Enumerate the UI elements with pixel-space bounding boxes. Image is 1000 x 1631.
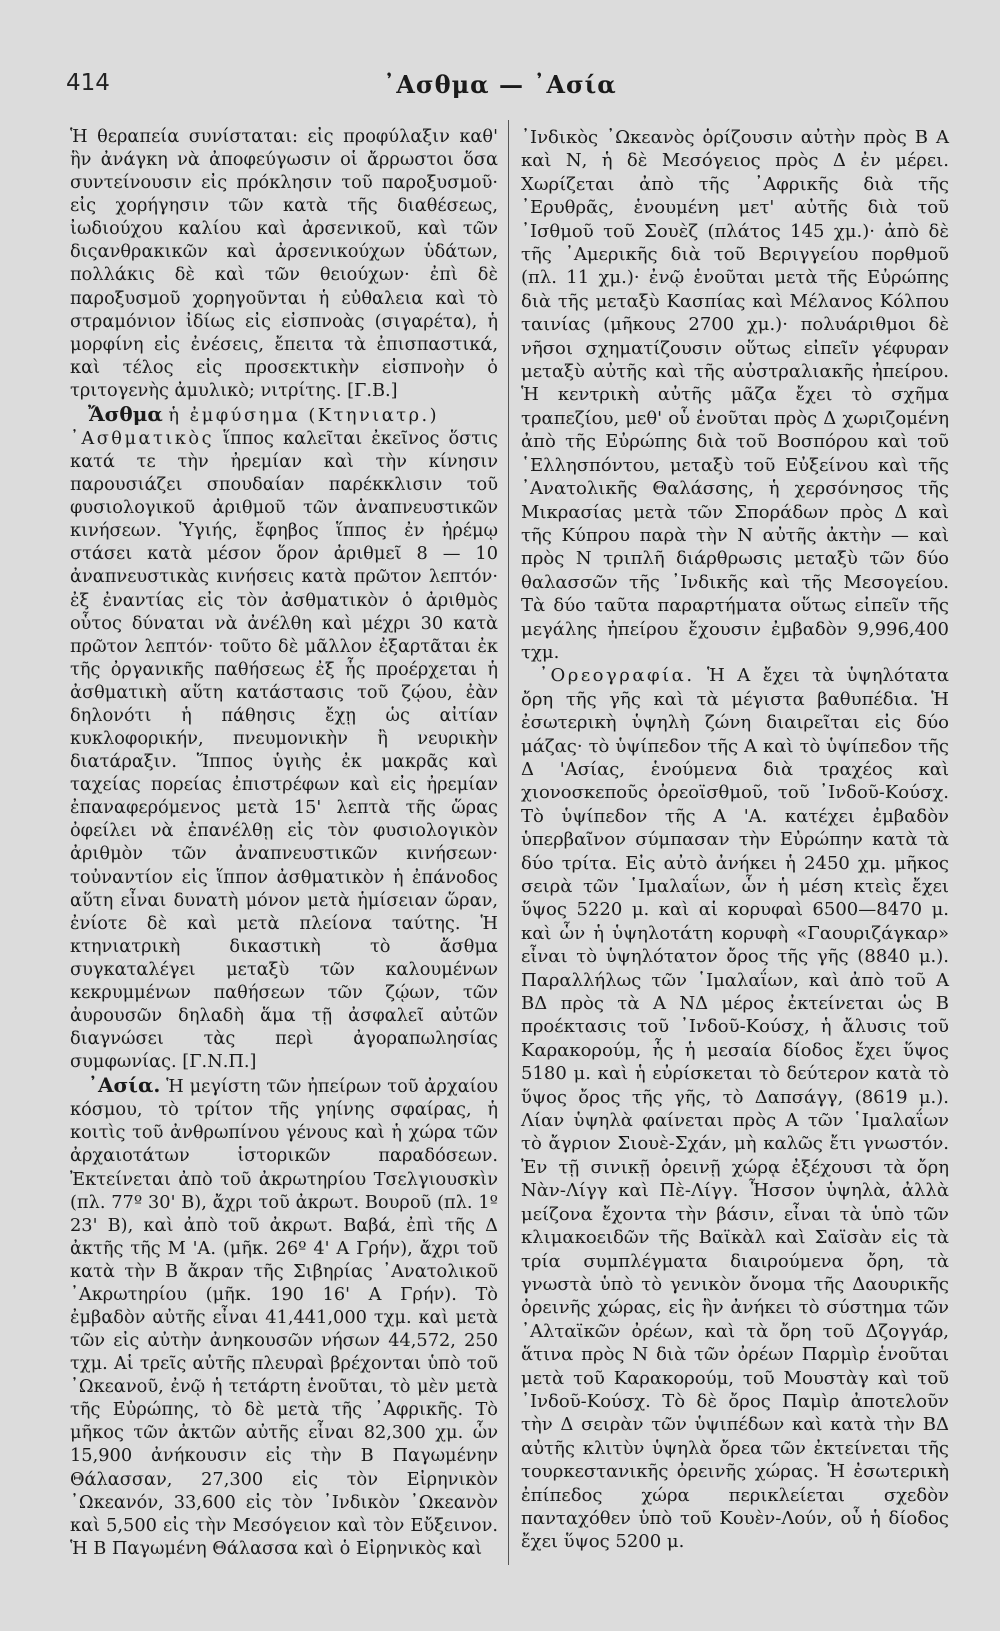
right-column — [521, 126, 949, 1554]
section-orography — [521, 664, 949, 1553]
entry-word: Ἄσθμα — [88, 401, 163, 426]
left-column — [70, 126, 498, 1561]
paragraph: ᾿Ινδικὸς ᾿Ωκεανὸς ὁρίζουσιν αὐτὴν πρὸς Β Α καὶ Ν, ἡ δὲ Μεσόγειος πρὸς Δ ἐν μέρει. Χωρίζεται ἀπὸ τῆς ᾿Αφρικῆς διὰ τῆς ᾿Ερυθρᾶς, ἑνουμένη μετ' αὐτῆς διὰ τοῦ ᾿Ισθμοῦ τοῦ Σουὲζ (πλάτος 145 χμ.)· ἀπὸ δὲ τῆς ᾿Αμερικῆς διὰ τοῦ Βεριγγείου πορθμοῦ (πλ. 11 χμ.)· ἐνῷ ἑνοῦται μετὰ τῆς Εὐρώπης διὰ τῆς μεταξὺ Κασπίας καὶ Μέλανος Κόλπου ταινίας (μῆκους 2700 χμ.)· πολυάριθμοι δὲ νῆσοι σχηματίζουσιν οὕτως εἰπεῖν γέφυραν μεταξὺ αὐτῆς καὶ τῆς αὐστραλιακῆς ἠπείρου. Ἡ κεντρικὴ αὐτῆς μᾶζα ἔχει τὸ σχῆμα τραπεζίου, μεθ' οὗ ἑνοῦται πρὸς Δ χωριζομένη ἀπὸ τῆς Εὐρώπης διὰ τοῦ Βοσπόρου καὶ τοῦ ῾Ελλησπόντου, μεταξὺ τοῦ Εὐξείνου καὶ τῆς ᾿Ανατολικῆς Θαλάσσης, ἡ χερσόνησος τῆς Μικρασίας μετὰ τῶν Σποράδων πρὸς Δ καὶ τῆς Κύπρου παρὰ τὴν Ν αὐτῆς ἀκτὴν — καὶ πρὸς Ν τριπλῆ διάρθρωσις μεταξὺ τῶν δύο θαλασσῶν τῆς ᾿Ινδικῆς καὶ τῆς Μεσογείου. Τὰ δύο ταῦτα παραρτήματα οὕτως εἰπεῖν τῆς μεγάλης ἠπείρου ἔχουσιν ἐμβαδὸν 9,996,400 τχμ. — [521, 127, 949, 663]
entry-asthma-vet — [70, 403, 498, 428]
entry-word: ᾿Ασία. — [88, 1073, 161, 1098]
page-header — [0, 70, 1000, 110]
paragraph: Ἡ θεραπεία συνίσταται: εἰς προφύλαξιν καθ' ἣν ἀνάγκη νὰ ἀποφεύγωσιν οἱ ἄρρωστοι ὅσα συντείνουσιν εἰς πρόκλησιν τοῦ παροξυσμοῦ· εἰς χορήγησιν τῶν κατὰ τῆς διαθέσεως, ἰωδιούχου καλίου καὶ ἀρσενικοῦ, καὶ τῶν διςανθρακικῶν καὶ ἀρσενικούχων ὑδάτων, πολλάκις δὲ καὶ τῶν θειούχων· ἐπὶ δὲ παροξυσμοῦ χορηγοῦνται ἡ εὐθαλεια καὶ τὸ στραμόνιον ἰδίως εἰς εἰσπνοὰς (σιγαρέτα), ἡ μορφίνη εἰς ἐνέσεις, ἔπειτα τὰ ἐπισπαστικά, καὶ τέλος εἰς προσεκτικὴν εἰσπνοὴν ὁ τριτογενὴς ἀμυλικὸ; νιτρίτης. [Γ.Β.] — [70, 127, 498, 401]
entry-text: ἵππος καλεῖται ἐκεῖνος ὅστις κατά τε τὴν ἠρεμίαν καὶ τὴν κίνησιν παρουσιάζει σπουδαίαν παρέκκλισιν τοῦ φυσιολογικοῦ ἀριθμοῦ τῶν ἀναπνευστικῶν κινήσεων. Ὑγιής, ἔφηβος ἵππος ἐν ἠρέμῳ στάσει κατὰ μέσον ὅρον ἀριθμεῖ 8 — 10 ἀναπνευστικὰς κινήσεις κατὰ πρῶτον λεπτόν· ἐξ ἐναντίας εἰς τὸν ἀσθματικὸν ὁ ἀριθμὸς οὗτος δύναται νὰ ἀνέλθη καὶ μέχρι 30 κατὰ πρῶτον λεπτόν· τοῦτο δὲ μᾶλλον ἐξαρτᾶται ἐκ τῆς ὀργανικῆς παθήσεως ἐξ ἧς προέρχεται ἡ ἀσθματικὴ αὕτη κατάστασις τοῦ ζῴου, ἐὰν δηλονότι ἡ πάθησις ἔχῃ ὡς αἰτίαν κυκλοφορικήν, πνευμονικὴν ἢ νευρικὴν διατάραξιν. Ἵππος ὑγιὴς ἐκ μακρᾶς καὶ ταχείας πορείας ἐπιστρέφων καὶ εἰς ἠρεμίαν ἐπαναφερόμενος μετὰ 15' λεπτὰ τῆς ὥρας ὀφείλει νὰ ἐπανέλθῃ εἰς τὸν φυσιολογικὸν ἀριθμὸν τῶν ἀναπνευστικῶν κινήσεων· τοὐναντίον εἰς ἵππον ἀσθματικὸν ἡ ἐπάνοδος αὕτη εἶναι δυνατὴ μόνον μετὰ ἡμίσειαν ὥραν, ἐνίοτε δὲ καὶ μετὰ πλείονα ταύτης. Ἡ κτηνιατρικὴ δικαστικὴ τὸ ἄσθμα συγκαταλέγει μεταξὺ τῶν καλουμένων κεκρυμμένων παθήσεων τῶν ζῴων, τῶν ἀυρουσῶν δηλαδὴ ἅμα τῇ ἀσφαλεῖ αὐτῶν διαγνώσει τὰς περὶ ἀγοραπωλησίας συμφωνίας. [Γ.Ν.Π.] — [70, 429, 498, 1073]
section-term: ᾿Ορεογραφία. — [539, 665, 695, 687]
column-divider — [508, 120, 509, 1565]
entry-text: Ἡ μεγίστη τῶν ἠπείρων τοῦ ἀρχαίου κόσμου, τὸ τρίτον τῆς γηίνης σφαίρας, ἡ κοιτὶς τοῦ ἀνθρωπίνου γένους καὶ ἡ χώρα τῶν ἀρχαιοτάτων ἱστορικῶν παραδόσεων. Ἐκτείνεται ἀπὸ τοῦ ἀκρωτηρίου Τσελγιουσκὶν (πλ. 77º 30' Β), ἄχρι τοῦ ἀκρωτ. Βουροῦ (πλ. 1º 23' Β), καὶ ἀπὸ τοῦ ἀκρωτ. Βαβά, ἐπὶ τῆς Δ ἀκτῆς τῆς Μ 'Α. (μῆκ. 26º 4' Α Γρήν), ἄχρι τοῦ κατὰ τὴν Β ἄκραν τῆς Σιβηρίας ᾿Ανατολικοῦ ᾿Ακρωτηρίου (μῆκ. 190 16' Α Γρήν). Τὸ ἐμβαδὸν αὐτῆς εἶναι 41,441,000 τχμ. καὶ μετὰ τῶν εἰς αὐτὴν ἀνηκουσῶν νήσων 44,572, 250 τχμ. Αἱ τρεῖς αὐτῆς πλευραὶ βρέχονται ὑπὸ τοῦ ᾿Ωκεανοῦ, ἐνῷ ἡ τετάρτη ἑνοῦται, τὸ μὲν μετὰ τῆς Εὐρώπης, τὸ δὲ μετὰ τῆς ᾿Αφρικῆς. Τὸ μῆκος τῶν ἀκτῶν αὐτῆς εἶναι 82,300 χμ. ὧν 15,900 ἀνήκουσιν εἰς τὴν Β Παγωμένην Θάλασσαν, 27,300 εἰς τὸν Εἰρηνικὸν ᾿Ωκεανόν, 33,600 εἰς τὸν ᾿Ινδικὸν ᾿Ωκεανὸν καὶ 5,500 εἰς τὴν Μεσόγειον καὶ τὸν Εὔξεινον. Ἡ Β Παγωμένη Θάλασσα καὶ ὁ Εἰρηνικὸς καὶ — [70, 1077, 498, 1559]
page-number: 414 — [66, 70, 110, 96]
paragraph — [70, 428, 498, 1074]
entry-subtitle: ἡ ἐμφύσημα (Κτηνιατρ.) — [168, 405, 440, 426]
entry-term: ᾿Ασθματικὸς — [70, 429, 215, 450]
entry-asia — [70, 1074, 498, 1561]
section-text: Ἡ Α ἔχει τὰ ὑψηλότατα ὄρη τῆς γῆς καὶ τὰ μέγιστα βαθυπέδια. Ἡ ἐσωτερικὴ ὑψηλὴ ζώνη διαιρεῖται εἰς δύο μάζας· τὸ ὑψίπεδον τῆς Α καὶ τὸ ὑψίπεδον τῆς Δ 'Ασίας, ἑνούμενα διὰ τραχέος καὶ χιονοσκεποῦς ὀρεοϊσθμοῦ, τοῦ ᾿Ινδοῦ-Κούσχ. Τὸ ὑψίπεδον τῆς Α 'Α. κατέχει ἐμβαδὸν ὑπερβαῖνον σύμπασαν τὴν Εὐρώπην κατὰ τὰ δύο τρίτα. Εἰς αὐτὸ ἀνήκει ἡ 2450 χμ. μῆκος σειρὰ τῶν ῾Ιμαλαΐων, ὧν ἡ μέση κτεὶς ἔχει ὕψος 5220 μ. καὶ αἱ κορυφαὶ 6500—8470 μ. καὶ ὧν ἡ ὑψηλοτάτη κορυφὴ «Γαουριζάγκαρ» εἶναι τὸ ὑψηλότατον ὄρος τῆς γῆς (8840 μ.). Παραλλήλως τῶν ῾Ιμαλαΐων, καὶ ἀπὸ τοῦ Α ΒΔ πρὸς τὰ Α ΝΔ μέρος ἐκτείνεται ὡς Β προέκτασις τοῦ ᾿Ινδοῦ-Κούσχ, ἡ ἄλυσις τοῦ Καρακορούμ, ἧς ἡ μεσαία δίοδος ἔχει ὕψος 5180 μ. καὶ ἡ εὐρίσκεται τὸ δεύτερον κατὰ τὸ ὕψος ὄρος τῆς γῆς, τὸ Δαπσάγγ, (8619 μ.). Λίαν ὑψηλὰ φαίνεται πρὸς Α τῶν ῾Ιμαλαΐων τὸ ἄγριον Σιουὲ-Σχάν, μὴ καλῶς ἔτι γνωστόν. Ἐν τῇ σινικῇ ὀρεινῇ χώρᾳ ἐξέχουσι τὰ ὄρη Νὰν-Λίγγ καὶ Πὲ-Λίγγ. Ἧσσον ὑψηλὰ, ἀλλὰ μείζονα ἔχοντα τὴν βάσιν, εἶναι τὰ ὑπὸ τῶν κλιμακοειδῶν τῆς Βαϊκὰλ καὶ Σαϊσὰν εἰς τὰ τρία συμπλέγματα διαιρούμενα ὄρη, τὰ γνωστὰ ὑπὸ τὸ γενικὸν ὄνομα τῆς Δαουρικῆς ὀρεινῆς χώρας, εἰς ἣν ἀνήκει τὸ σύστημα τῶν ᾿Αλταϊκῶν ὀρέων, καὶ τὰ ὄρη τοῦ Δζογγάρ, ἅτινα πρὸς Ν διὰ τῶν ὀρέων Παρμὶρ ἑνοῦται μετὰ τοῦ Καρακορούμ, τοῦ Μουστὰγ καὶ τοῦ ᾿Ινδοῦ-Κούσχ. Τὸ δὲ ὄρος Παμὶρ ἀποτελοῦν τὴν Δ σειρὰν τῶν ὑψιπέδων καὶ κατὰ τὴν ΒΔ αὐτῆς κλιτὺν ὑψηλὰ ὄρεα τῶν ἐκτείνεται τῆς τουρκεστανικῆς ὀρεινῆς χώρας. Ἡ ἐσωτερικὴ ἐπίπεδος χώρα περικλείεται σχεδὸν πανταχόθεν ὑπὸ τοῦ Κουὲν-Λούν, οὗ ἡ δίοδος ἔχει ὕψος 5200 μ. — [521, 665, 949, 1553]
running-head: ᾿Ασθμα — ᾿Ασία — [383, 70, 617, 99]
